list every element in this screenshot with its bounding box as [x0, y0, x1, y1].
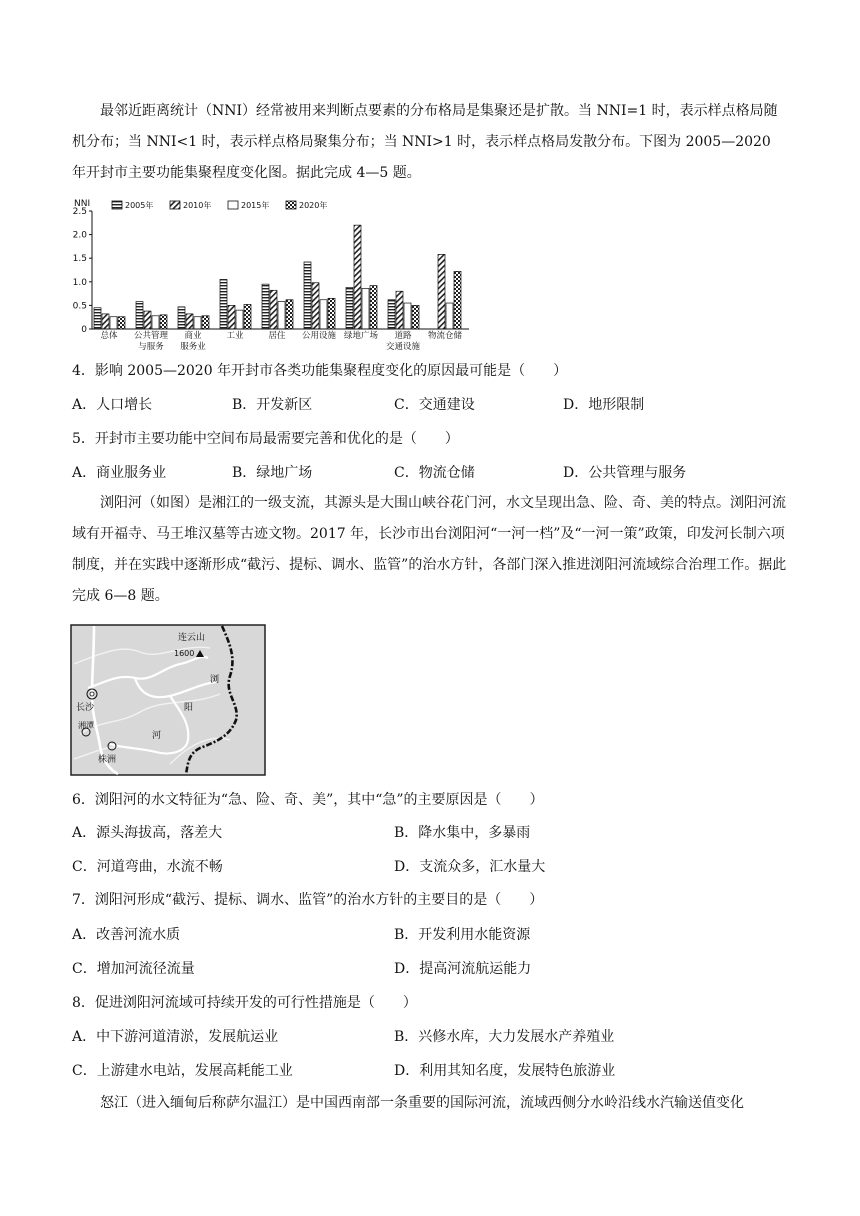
bar-2015年-商业服务业	[194, 317, 201, 329]
legend-swatch	[112, 201, 122, 209]
y-tick-label: 1.0	[72, 277, 87, 288]
q7-option-d[interactable]: D．提高河流航运能力	[394, 961, 532, 977]
legend-label: 2010年	[183, 201, 212, 210]
bar-2010年-绿地广场	[354, 225, 361, 329]
y-tick-label: 0	[81, 325, 87, 335]
question-7-stem: 7．浏阳河形成“截污、提标、调水、监管”的治水方针的主要目的是（ ）	[72, 892, 544, 908]
bar-2015年-绿地广场	[362, 288, 369, 329]
river-label-yang: 阳	[184, 703, 194, 713]
intro-paragraph-liuyang: 浏阳河（如图）是湘江的一级支流，其源头是大围山峡谷花门河，水文呈现出急、险、奇、美的特点。浏阳河流域有开福寺、马王堆汉墓等古迹文物。2017 年，长沙市出台浏阳河“一河一档”及“一河一策”政策，印发河长制六项制度，并在实践中逐渐形成“截污、提标、调水、监管”的治水方针，各部门深入推进浏阳河流域综合治理工作。据此完成 6—8 题。	[72, 495, 787, 604]
legend-label: 2005年	[125, 201, 154, 210]
legend-swatch	[228, 201, 238, 209]
river-label-liu: 浏	[210, 675, 220, 685]
q7-option-b[interactable]: B．开发利用水能资源	[394, 927, 531, 943]
bar-2005年-居住	[262, 284, 269, 329]
x-tick-label: 交通设施	[385, 342, 421, 352]
legend-label: 2020年	[299, 201, 328, 210]
legend-swatch	[286, 201, 296, 209]
q6-option-c[interactable]: C．河道弯曲，水流不畅	[72, 859, 223, 875]
bar-2020年-公共管理与服务	[160, 315, 167, 329]
bar-2005年-公共管理与服务	[136, 302, 143, 329]
q8-option-a[interactable]: A．中下游河道清淤，发展航运业	[72, 1029, 279, 1045]
city-label-changsha: 长沙	[76, 703, 95, 713]
y-tick-label: 1.5	[72, 254, 87, 265]
q5-option-d[interactable]: D．公共管理与服务	[563, 465, 687, 481]
bar-2020年-居住	[286, 300, 293, 329]
question-6-stem: 6．浏阳河的水文特征为“急、险、奇、美”，其中“急”的主要原因是（ ）	[72, 792, 544, 808]
bar-2020年-总体	[118, 317, 125, 329]
bar-2015年-总体	[110, 317, 117, 329]
bar-2010年-总体	[102, 314, 109, 329]
bar-2005年-工业	[220, 279, 227, 329]
bar-2020年-工业	[244, 304, 251, 329]
bar-2020年-公用设施	[328, 298, 335, 329]
x-tick-label: 服务业	[180, 342, 206, 352]
q4-option-b[interactable]: B．开发新区	[232, 397, 313, 413]
city-label-xiangtan: 湘潭	[78, 721, 94, 730]
bar-2005年-道路交通设施	[388, 300, 395, 329]
q4-option-a[interactable]: A．人口增长	[72, 397, 153, 413]
bar-2005年-公用设施	[304, 262, 311, 329]
legend-swatch	[170, 201, 180, 209]
x-tick-label: 公共管理	[133, 331, 169, 341]
bar-2005年-商业服务业	[178, 307, 185, 329]
x-tick-label: 工业	[226, 331, 244, 341]
bar-2015年-居住	[278, 302, 285, 329]
q7-option-a[interactable]: A．改善河流水质	[72, 927, 181, 943]
q8-option-c[interactable]: C．上游建水电站，发展高耗能工业	[72, 1063, 293, 1079]
q5-option-c[interactable]: C．物流仓储	[394, 465, 475, 481]
bar-2020年-绿地广场	[370, 286, 377, 329]
intro-paragraph-nni: 最邻近距离统计（NNI）经常被用来判断点要素的分布格局是集聚还是扩散。当 NNI=1 时，表示样点格局随机分布；当 NNI<1 时，表示样点格局聚集分布；当 NNI>1 时，表示样点格局发散分布。下图为 2005—2020 年开封市主要功能集聚程度变化图。据此完成 4—5 题。	[72, 103, 778, 181]
bar-2010年-道路交通设施	[396, 291, 403, 329]
question-8-stem: 8．促进浏阳河流域可持续开发的可行性措施是（ ）	[72, 995, 417, 1011]
bar-2020年-道路交通设施	[412, 305, 419, 329]
x-tick-label: 道路	[394, 331, 412, 341]
liuyang-river-map	[70, 624, 266, 776]
city-label-zhuzhou: 株洲	[98, 755, 117, 765]
bar-2015年-物流仓储	[446, 303, 453, 329]
bar-2005年-绿地广场	[346, 287, 353, 329]
bar-2010年-物流仓储	[438, 254, 445, 329]
q8-option-d[interactable]: D．利用其知名度，发展特色旅游业	[394, 1063, 616, 1079]
x-tick-label: 公用设施	[301, 331, 337, 341]
x-tick-label: 物流仓储	[427, 331, 463, 341]
x-tick-label: 与服务	[138, 342, 164, 352]
q6-option-a[interactable]: A．源头海拔高，落差大	[72, 825, 223, 841]
bar-2015年-公用设施	[320, 300, 327, 329]
q8-option-b[interactable]: B．兴修水库，大力发展水产养殖业	[394, 1029, 615, 1045]
q4-option-d[interactable]: D．地形限制	[563, 397, 645, 413]
q4-option-c[interactable]: C．交通建设	[394, 397, 475, 413]
x-tick-label: 居住	[268, 331, 286, 341]
bar-2015年-工业	[236, 310, 243, 329]
river-label-he: 河	[152, 731, 162, 741]
y-tick-label: 2.0	[72, 230, 87, 241]
x-tick-label: 总体	[100, 331, 118, 341]
intro-paragraph-nujiang: 怒江（进入缅甸后称萨尔温江）是中国西南部一条重要的国际河流，流域西侧分水岭沿线水汽输送值变化	[100, 1095, 744, 1111]
q5-option-b[interactable]: B．绿地广场	[232, 465, 313, 481]
question-4-stem: 4．影响 2005—2020 年开封市各类功能集聚程度变化的原因最可能是（ ）	[72, 363, 568, 379]
bar-2010年-公共管理与服务	[144, 311, 151, 329]
bar-2015年-道路交通设施	[404, 303, 411, 329]
peak-name: 连云山	[178, 633, 206, 643]
bar-2010年-商业服务业	[186, 314, 193, 329]
legend-label: 2015年	[241, 201, 270, 210]
q5-option-a[interactable]: A．商业服务业	[72, 465, 167, 481]
peak-elevation: 1600	[174, 649, 195, 658]
bar-2020年-商业服务业	[202, 316, 209, 329]
nni-bar-chart	[64, 198, 474, 358]
question-5-stem: 5．开封市主要功能中空间布局最需要完善和优化的是（ ）	[72, 431, 459, 447]
x-tick-label: 商业	[184, 331, 202, 341]
bar-2020年-物流仓储	[454, 271, 461, 329]
chart-legend	[112, 200, 327, 210]
x-tick-label: 绿地广场	[343, 331, 379, 341]
bar-2010年-工业	[228, 305, 235, 329]
y-tick-label: 2.5	[72, 207, 87, 217]
q6-option-d[interactable]: D．支流众多，汇水量大	[394, 859, 546, 875]
y-axis-label: NNI	[74, 199, 91, 209]
bar-2010年-居住	[270, 290, 277, 329]
bar-2015年-公共管理与服务	[152, 316, 159, 329]
bar-2010年-公用设施	[312, 283, 319, 329]
y-tick-label: 0.5	[72, 301, 87, 312]
bar-2005年-总体	[94, 308, 101, 329]
q6-option-b[interactable]: B．降水集中，多暴雨	[394, 825, 531, 841]
q7-option-c[interactable]: C．增加河流径流量	[72, 961, 195, 977]
